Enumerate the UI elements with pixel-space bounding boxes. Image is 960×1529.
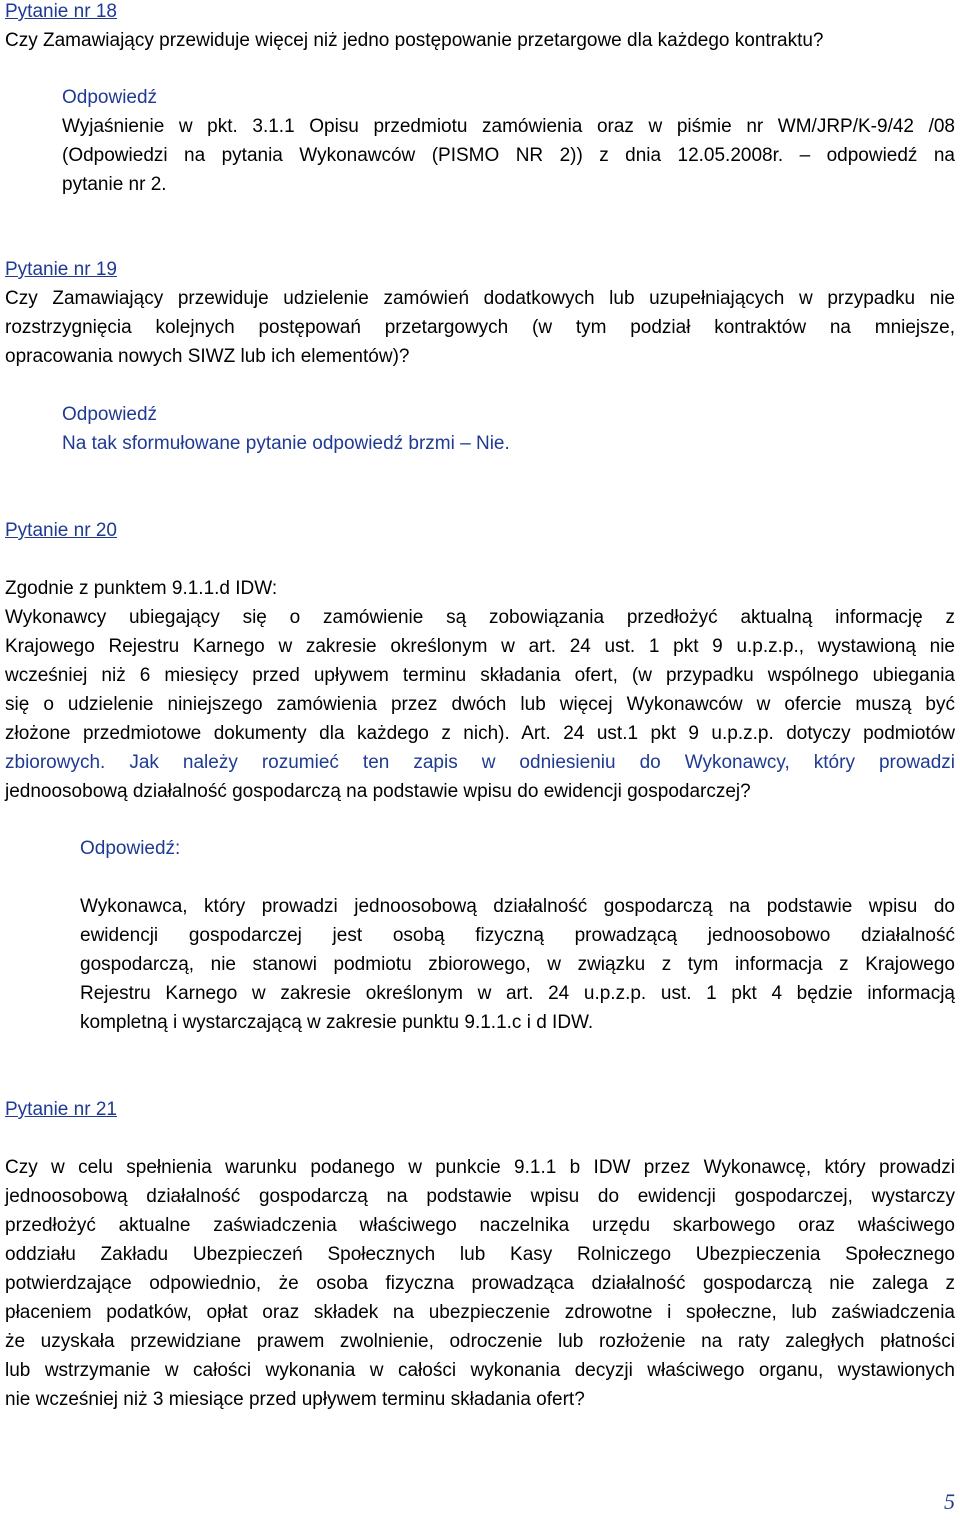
question-21 xyxy=(5,1095,955,1124)
question-line: Czy Zamawiający przewiduje udzielenie zamówień dodatkowych lub uzupełniających w przypadku nie xyxy=(5,288,955,309)
question-19 xyxy=(5,255,955,371)
question-line: potwierdzające odpowiednio, że osoba fizyczna prowadząca działalność gospodarczą nie zalega z xyxy=(5,1273,955,1294)
question-title: Pytanie nr 18 xyxy=(5,1,117,22)
answer-label: Odpowiedź xyxy=(62,87,158,108)
answer-line: pytanie nr 2. xyxy=(62,174,167,195)
question-line: jednoosobową działalność gospodarczą na podstawie wpisu do ewidencji gospodarczej, wystarczy xyxy=(5,1186,955,1207)
question-line: przedłożyć aktualne zaświadczenia właściwego naczelnika urzędu skarbowego oraz właściwego xyxy=(5,1215,955,1236)
answer-line: gospodarczą, nie stanowi podmiotu zbiorowego, w związku z tym informacja z Krajowego xyxy=(80,954,955,975)
answer-line: (Odpowiedzi na pytania Wykonawców (PISMO NR 2)) z dnia 12.05.2008r. – odpowiedź na xyxy=(62,145,955,166)
answer-line: Wykonawca, który prowadzi jednoosobową działalność gospodarczą na podstawie wpisu do xyxy=(80,896,955,917)
answer-line: kompletną i wystarczającą w zakresie punktu 9.1.1.c i d IDW. xyxy=(80,1012,594,1033)
answer-19 xyxy=(62,400,955,458)
question-title: Pytanie nr 19 xyxy=(5,259,117,280)
answer-label: Odpowiedź xyxy=(62,404,158,425)
question-line: Czy w celu spełnienia warunku podanego w punkcie 9.1.1 b IDW przez Wykonawcę, który prowadzi xyxy=(5,1157,955,1178)
question-line: lub wstrzymanie w całości wykonania w całości wykonania decyzji właściwego organu, wystawionych xyxy=(5,1360,955,1381)
question-line: Wykonawcy ubiegający się o zamówienie są zobowiązania przedłożyć aktualną informację z xyxy=(5,607,955,628)
question-18 xyxy=(5,0,955,55)
answer-20 xyxy=(80,834,955,863)
question-title: Pytanie nr 20 xyxy=(5,520,117,541)
answer-line: Rejestru Karnego w zakresie określonym w art. 24 u.p.z.p. ust. 1 pkt 4 będzie informacją xyxy=(80,983,955,1004)
question-line: Krajowego Rejestru Karnego w zakresie określonym w art. 24 ust. 1 pkt 9 u.p.z.p., wystawioną nie xyxy=(5,636,955,657)
question-21-body xyxy=(5,1153,955,1414)
question-line: że uzyskała przewidziane prawem zwolnienie, odroczenie lub rozłożenie na raty zaległych płatności xyxy=(5,1331,955,1352)
question-intro: Zgodnie z punktem 9.1.1.d IDW: xyxy=(5,578,278,599)
question-line: rozstrzygnięcia kolejnych postępowań przetargowych (w tym podział kontraktów na mniejsze, xyxy=(5,317,955,338)
question-line: jednoosobową działalność gospodarczą na podstawie wpisu do ewidencji gospodarczej? xyxy=(5,781,751,802)
question-line: wcześniej niż 6 miesięcy przed upływem terminu składania ofert, (w przypadku wspólnego ubiegania xyxy=(5,665,955,686)
question-line: płaceniem podatków, opłat oraz składek na ubezpieczenie zdrowotne i społeczne, lub zaświadczenia xyxy=(5,1302,955,1323)
page-number: 5 xyxy=(944,1489,955,1514)
question-line: nie wcześniej niż 3 miesiące przed upływem terminu składania ofert? xyxy=(5,1389,585,1410)
question-line: opracowania nowych SIWZ lub ich elementów)? xyxy=(5,346,410,367)
question-line: się o udzielenie niniejszego zamówienia przez dwóch lub więcej Wykonawców w ofercie muszą być xyxy=(5,694,955,715)
question-title: Pytanie nr 21 xyxy=(5,1099,117,1120)
question-line: złożone przedmiotowe dokumenty dla każdego z nich). Art. 24 ust.1 pkt 9 u.p.z.p. dotyczy podmiotów xyxy=(5,723,955,744)
answer-20-body xyxy=(80,892,955,1037)
question-text: Czy Zamawiający przewiduje więcej niż jedno postępowanie przetargowe dla każdego kontraktu? xyxy=(5,30,824,51)
question-line: zbiorowych. Jak należy rozumieć ten zapis w odniesieniu do Wykonawcy, który prowadzi xyxy=(5,752,955,773)
answer-label: Odpowiedź: xyxy=(80,838,181,859)
question-line: oddziału Zakładu Ubezpieczeń Społecznych lub Kasy Rolniczego Ubezpieczenia Społecznego xyxy=(5,1244,955,1265)
question-20 xyxy=(5,516,955,545)
answer-line: ewidencji gospodarczej jest osobą fizyczną prowadzącą jednoosobowo działalność xyxy=(80,925,955,946)
answer-line: Wyjaśnienie w pkt. 3.1.1 Opisu przedmiotu zamówienia oraz w piśmie nr WM/JRP/K-9/42 /08 xyxy=(62,116,955,137)
question-20-body xyxy=(5,574,955,806)
answer-18 xyxy=(62,83,955,199)
answer-text: Na tak sformułowane pytanie odpowiedź brzmi – Nie. xyxy=(62,433,510,454)
